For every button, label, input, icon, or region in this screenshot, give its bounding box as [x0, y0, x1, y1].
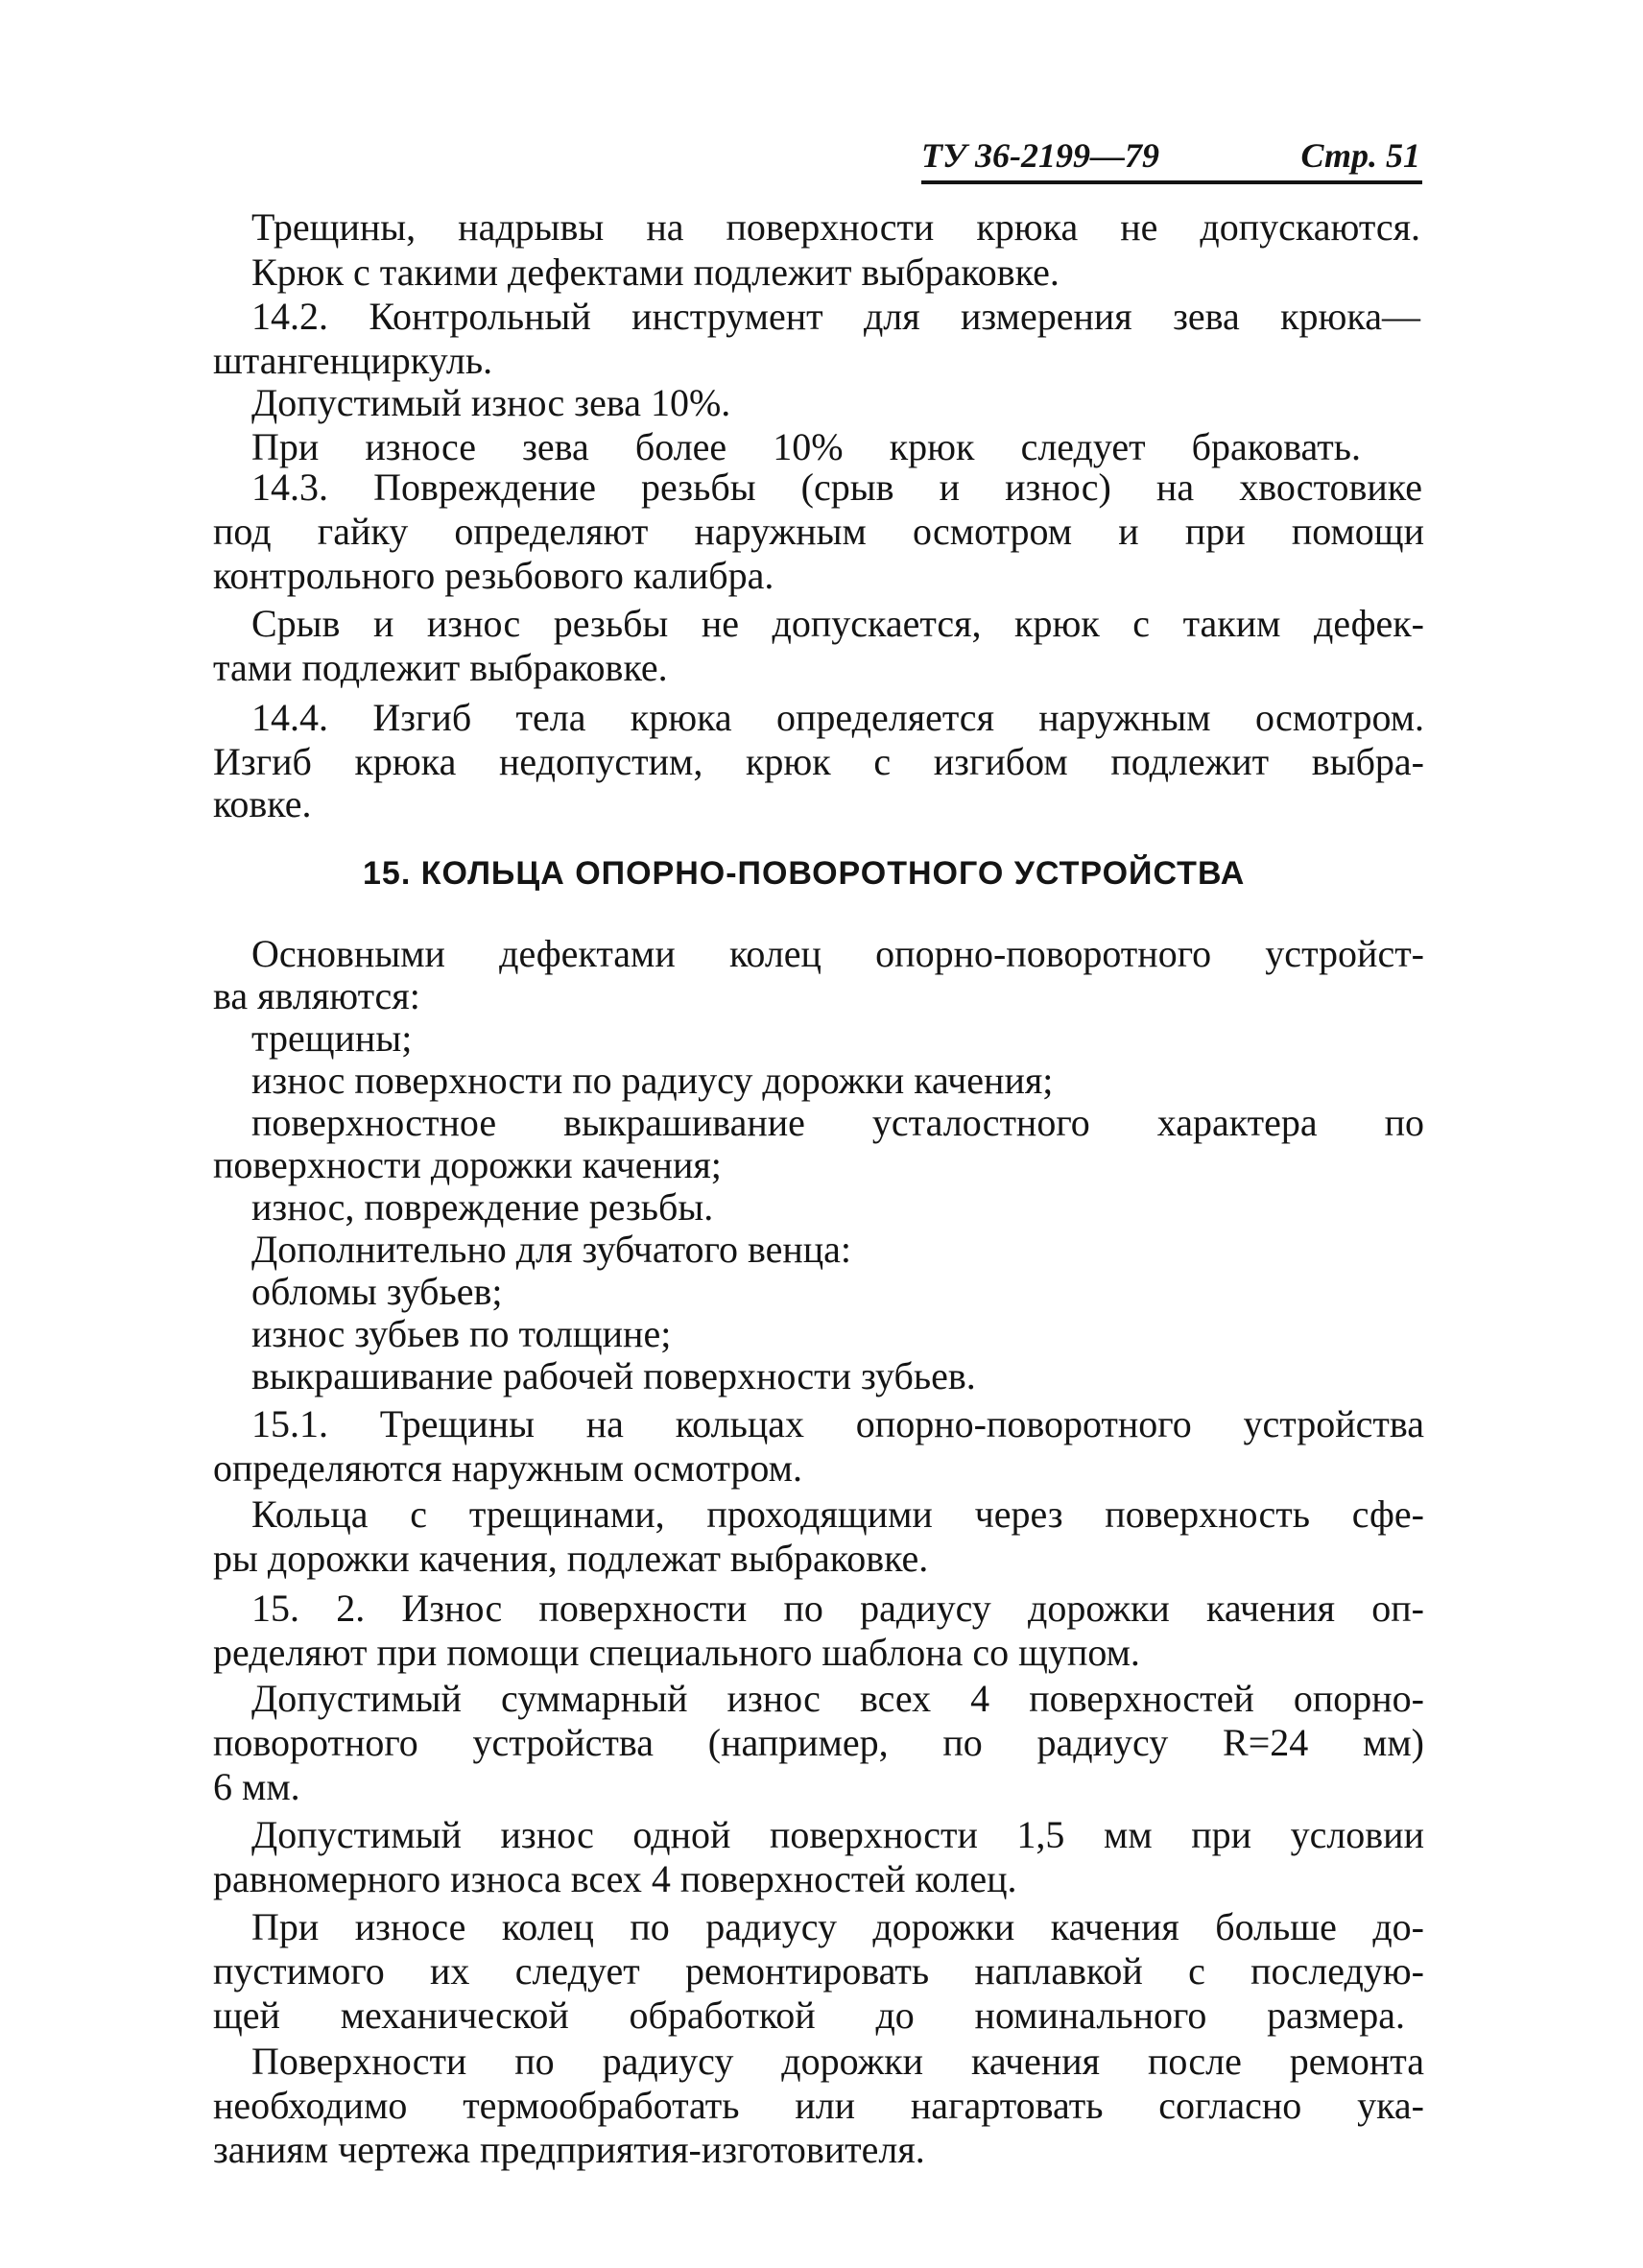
- text-line: контрольного резьбового калибра.: [213, 554, 774, 597]
- page-number: Стр. 51: [1300, 136, 1420, 175]
- text-line: 15. 2. Износ поверхности по радиусу дорожки качения оп-: [251, 1587, 1424, 1630]
- text-line: Дополнительно для зубчатого венца:: [251, 1228, 852, 1271]
- page-header: [921, 131, 1422, 184]
- text-line: ва являются:: [213, 974, 420, 1017]
- text-line: При износе зева более 10% крюк следует браковать.: [251, 425, 1361, 468]
- text-line: штангенциркуль.: [213, 339, 493, 382]
- text-line: поворотного устройства (например, по радиусу R=24 мм): [213, 1721, 1424, 1764]
- text-line: При износе колец по радиусу дорожки качения больше до-: [251, 1905, 1424, 1948]
- section-heading: 15. КОЛЬЦА ОПОРНО-ПОВОРОТНОГО УСТРОЙСТВА: [363, 855, 1246, 892]
- text-line: щей механической обработкой до номинального размера.: [213, 1993, 1405, 2037]
- text-line: ковке.: [213, 782, 312, 825]
- text-line: Допустимый износ одной поверхности 1,5 мм при условии: [251, 1813, 1424, 1856]
- list-item: поверхностное выкрашивание усталостного характера по: [251, 1101, 1424, 1144]
- text-line: ры дорожки качения, подлежат выбраковке.: [213, 1537, 929, 1580]
- text-line: 6 мм.: [213, 1765, 300, 1808]
- text-line: Допустимый суммарный износ всех 4 поверхностей опорно-: [251, 1677, 1424, 1720]
- text-line: определяются наружным осмотром.: [213, 1446, 802, 1490]
- text-line: Крюк с такими дефектами подлежит выбраковке.: [251, 251, 1060, 294]
- text-line: 14.2. Контрольный инструмент для измерения зева крюка—: [251, 295, 1420, 338]
- text-line: заниям чертежа предприятия-изготовителя.: [213, 2128, 925, 2171]
- text-line: тами подлежит выбраковке.: [213, 646, 668, 689]
- document-code: ТУ 36-2199—79: [921, 136, 1160, 175]
- text-line: Трещины, надрывы на поверхности крюка не допускаются.: [251, 205, 1420, 249]
- text-line: Кольца с трещинами, проходящими через поверхность сфе-: [251, 1492, 1424, 1536]
- list-item: износ зубьев по толщине;: [251, 1312, 672, 1355]
- text-line: 15.1. Трещины на кольцах опорно-поворотного устройства: [251, 1402, 1424, 1445]
- list-item: износ поверхности по радиусу дорожки качения;: [251, 1059, 1054, 1102]
- text-line: Изгиб крюка недопустим, крюк с изгибом подлежит выбра-: [213, 740, 1424, 783]
- text-line: Допустимый износ зева 10%.: [251, 381, 731, 424]
- text-line: необходимо термообработать или нагартовать согласно ука-: [213, 2084, 1424, 2127]
- list-item: поверхности дорожки качения;: [213, 1143, 722, 1186]
- list-item: трещины;: [251, 1016, 413, 1060]
- text-line: равномерного износа всех 4 поверхностей колец.: [213, 1857, 1017, 1900]
- text-line: 14.4. Изгиб тела крюка определяется наружным осмотром.: [251, 696, 1424, 739]
- text-line: Срыв и износ резьбы не допускается, крюк с таким дефек-: [251, 602, 1424, 645]
- list-item: износ, повреждение резьбы.: [251, 1185, 714, 1229]
- text-line: 14.3. Повреждение резьбы (срыв и износ) на хвостовике: [251, 466, 1422, 509]
- text-line: ределяют при помощи специального шаблона со щупом.: [213, 1631, 1140, 1674]
- text-line: под гайку определяют наружным осмотром и при помощи: [213, 510, 1424, 553]
- text-line: Основными дефектами колец опорно-поворотного устройст-: [251, 932, 1424, 975]
- list-item: обломы зубьев;: [251, 1270, 503, 1313]
- text-line: пустимого их следует ремонтировать наплавкой с последую-: [213, 1949, 1424, 1993]
- text-line: Поверхности по радиусу дорожки качения после ремонта: [251, 2040, 1424, 2083]
- list-item: выкрашивание рабочей поверхности зубьев.: [251, 1354, 976, 1397]
